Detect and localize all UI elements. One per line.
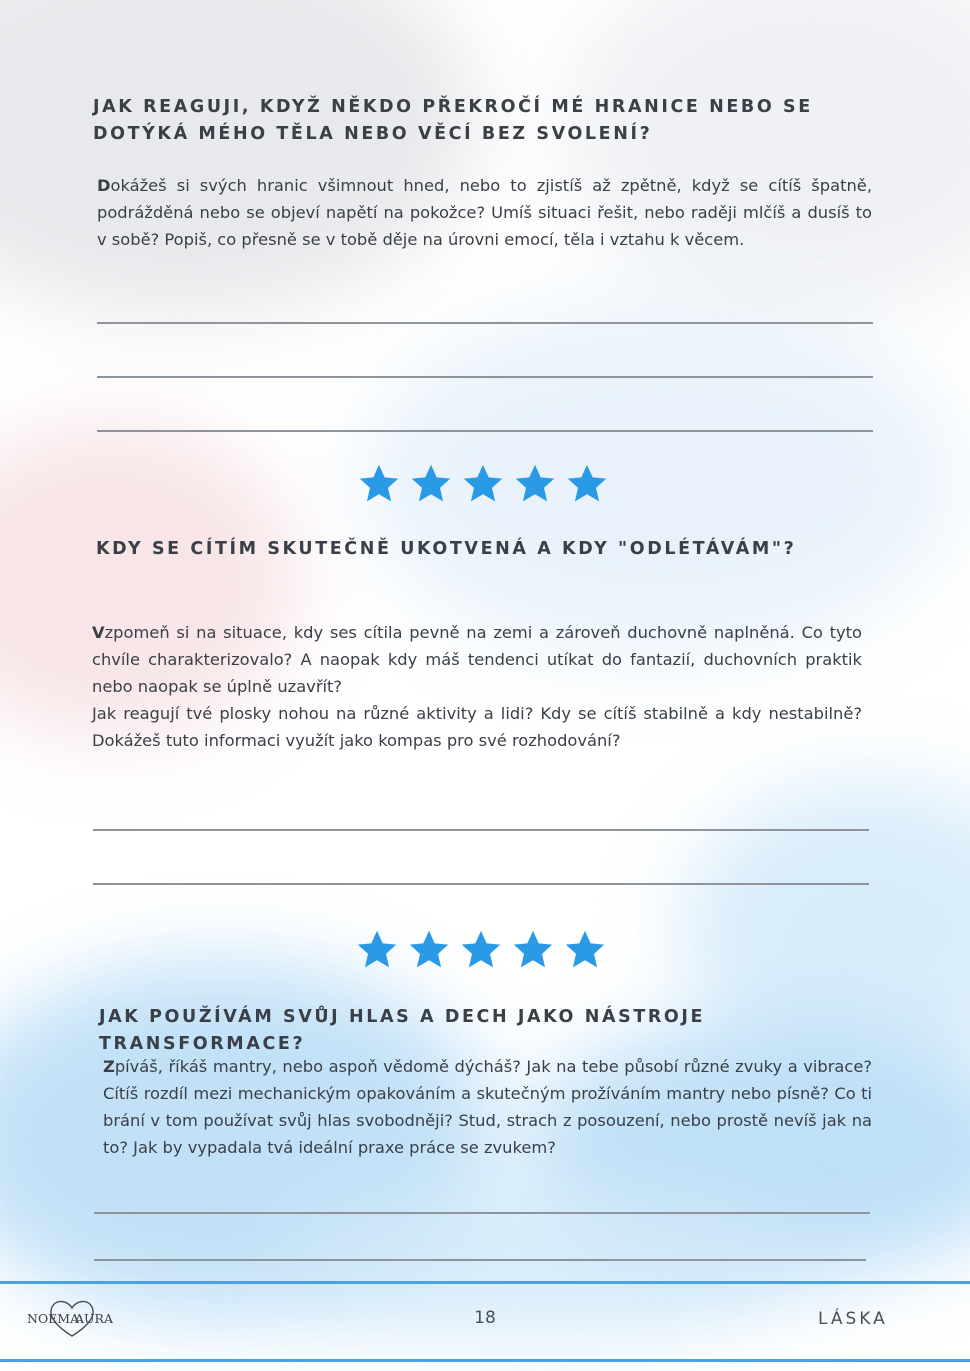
star-icon xyxy=(409,462,453,506)
question-text-continued: Jak reagují tvé plosky nohou na různé aktivity a lidi? Kdy se cítíš stabilně a kdy nestabilně? Dokážeš tuto informaci využít jako kompas pro své rozhodování? xyxy=(92,704,862,750)
answer-line[interactable] xyxy=(93,883,869,885)
logo-text-left: NOEMA xyxy=(27,1311,80,1326)
star-divider xyxy=(355,928,607,972)
page-number: 18 xyxy=(474,1308,496,1328)
question-text: píváš, říkáš mantry, nebo aspoň vědomě dýcháš? Jak na tebe působí různé zvuky a vibrace? Cítíš rozdíl mezi mechanickým opakováním a skutečným prožíváním mantry nebo písně? Co ti brání v tom používat svůj hlas svobodněji? Stud, strach z posouzení, nebo prostě nevíš jak na to? Jak by vypadala tvá ideální praxe práce se zvukem? xyxy=(103,1057,872,1157)
question-heading-2: KDY SE CÍTÍM SKUTEČNĚ UKOTVENÁ A KDY "ODLÉTÁVÁM"? xyxy=(96,539,797,559)
question-body-1 xyxy=(97,172,872,253)
answer-line[interactable] xyxy=(97,322,873,324)
noema-aura-logo xyxy=(26,1296,118,1342)
star-icon xyxy=(563,928,607,972)
answer-line[interactable] xyxy=(93,829,869,831)
star-icon xyxy=(357,462,401,506)
answer-line[interactable] xyxy=(97,376,873,378)
question-text: zpomeň si na situace, kdy ses cítila pevně na zemi a zároveň duchovně naplněná. Co tyto chvíle charakterizovalo? A naopak kdy máš tendenci utíkat do fantazií, duchovních praktik nebo naopak se úplně uzavřít? xyxy=(92,623,862,696)
star-icon xyxy=(461,462,505,506)
section-label: LÁSKA xyxy=(818,1309,888,1329)
star-icon xyxy=(407,928,451,972)
star-icon xyxy=(511,928,555,972)
question-body-2 xyxy=(92,619,862,754)
drop-letter: D xyxy=(97,176,111,195)
answer-line[interactable] xyxy=(94,1212,870,1214)
star-icon xyxy=(459,928,503,972)
footer-top-line xyxy=(0,1281,970,1284)
star-icon xyxy=(565,462,609,506)
drop-letter: Z xyxy=(103,1057,115,1076)
footer-bottom-line xyxy=(0,1359,970,1362)
drop-letter: V xyxy=(92,623,105,642)
question-heading-1: JAK REAGUJI, KDYŽ NĚKDO PŘEKROČÍ MÉ HRANICE NEBO SE DOTÝKÁ MÉHO TĚLA NEBO VĚCÍ BEZ SVOLENÍ? xyxy=(93,97,813,144)
answer-line[interactable] xyxy=(97,430,873,432)
logo-text-right: AURA xyxy=(75,1311,114,1326)
answer-line[interactable] xyxy=(94,1259,866,1261)
question-heading-3: JAK POUŽÍVÁM SVŮJ HLAS A DECH JAKO NÁSTROJE TRANSFORMACE? xyxy=(99,1007,706,1054)
star-icon xyxy=(355,928,399,972)
question-text: okážeš si svých hranic všimnout hned, nebo to zjistíš až zpětně, když se cítíš špatně, podrážděná nebo se objeví napětí na pokožce? Umíš situaci řešit, nebo raději mlčíš a dusíš to v sobě? Popiš, co přesně se v tobě děje na úrovni emocí, těla i vztahu k věcem. xyxy=(97,176,872,249)
star-divider xyxy=(357,462,609,506)
question-body-3 xyxy=(103,1053,872,1161)
star-icon xyxy=(513,462,557,506)
